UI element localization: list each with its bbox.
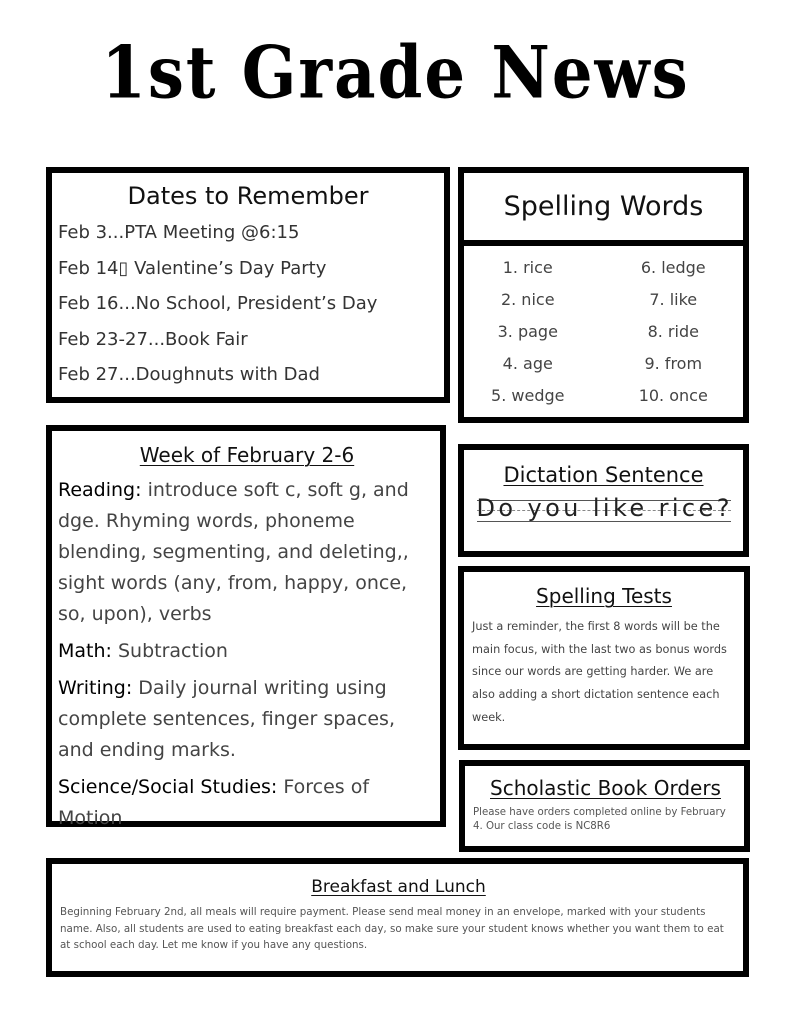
spelling-word: 8. ride: [647, 322, 699, 341]
math-text: Subtraction: [111, 640, 228, 662]
date-item: Feb 14▯ Valentine’s Day Party: [58, 257, 327, 279]
writing-paragraph: [58, 673, 436, 766]
dates-heading: Dates to Remember: [127, 182, 369, 210]
spelling-word: 2. nice: [500, 290, 555, 309]
spelling-words-box: [458, 167, 749, 423]
handwriting-lines: [476, 494, 733, 522]
date-item: Feb 27...Doughnuts with Dad: [58, 364, 320, 385]
newsletter-title: 1st Grade News: [101, 31, 690, 116]
writing-label: Writing:: [58, 677, 133, 699]
scholastic-book-orders-box: [459, 760, 750, 852]
spelling-word: 6. ledge: [640, 258, 706, 277]
spelling-words-list: [464, 246, 743, 412]
dates-to-remember-box: [46, 167, 450, 403]
date-item: Feb 3...PTA Meeting @6:15: [58, 222, 300, 243]
scholastic-heading: Scholastic Book Orders: [490, 776, 721, 800]
writing-text: Daily journal writing using complete sentences, finger spaces, and ending marks.: [58, 677, 395, 761]
spelling-word: 1. rice: [502, 258, 553, 277]
dictation-sentence-box: [458, 444, 749, 557]
weekly-curriculum-box: [46, 425, 446, 827]
breakfast-body: Beginning February 2nd, all meals will require payment. Please send meal money in an envelope, marked with your students name. Also, all students are used to eating breakfast each day, so make sure your student knows whether you want them to eat at school each day. Let me know if you have any questions.: [60, 906, 724, 951]
breakfast-heading: Breakfast and Lunch: [311, 877, 486, 897]
spelling-word: 3. page: [497, 322, 558, 341]
spelling-word: 7. like: [649, 290, 698, 309]
spelling-word: 10. once: [638, 386, 708, 405]
math-paragraph: [58, 636, 436, 667]
spelling-words-heading: Spelling Words: [503, 191, 704, 222]
spelling-words-header: [464, 173, 743, 246]
math-label: Math:: [58, 640, 112, 662]
spelling-words-column-right: [604, 252, 744, 412]
reading-paragraph: [58, 475, 436, 630]
week-heading: Week of February 2-6: [139, 443, 355, 467]
dictation-sentence: Do you like rice?: [476, 494, 733, 522]
spelling-word: 9. from: [644, 354, 703, 373]
science-label: Science/Social Studies:: [58, 776, 278, 798]
dictation-heading: Dictation Sentence: [503, 463, 704, 487]
breakfast-lunch-box: [46, 858, 749, 977]
date-item: Feb 16...No School, President’s Day: [58, 293, 378, 314]
spelling-word: 4. age: [502, 354, 553, 373]
date-item: Feb 23-27...Book Fair: [58, 328, 248, 350]
science-text: Forces of Motion: [58, 776, 370, 829]
reading-text: introduce soft c, soft g, and dge. Rhyming words, phoneme blending, segmenting, and deleting,, sight words (any, from, happy, once, so, upon), verbs: [58, 479, 409, 625]
spelling-tests-box: [458, 566, 750, 750]
spelling-word: 5. wedge: [491, 386, 565, 405]
spelling-words-column-left: [464, 252, 604, 412]
spelling-tests-body: Just a reminder, the first 8 words will be the main focus, with the last two as bonus words since our words are getting harder. We are also adding a short dictation sentence each week.: [472, 620, 727, 724]
scholastic-body: Please have orders completed online by February 4. Our class code is NC8R6: [473, 807, 726, 832]
science-paragraph: [58, 772, 436, 834]
spelling-tests-heading: Spelling Tests: [536, 584, 672, 608]
reading-label: Reading:: [58, 479, 142, 501]
